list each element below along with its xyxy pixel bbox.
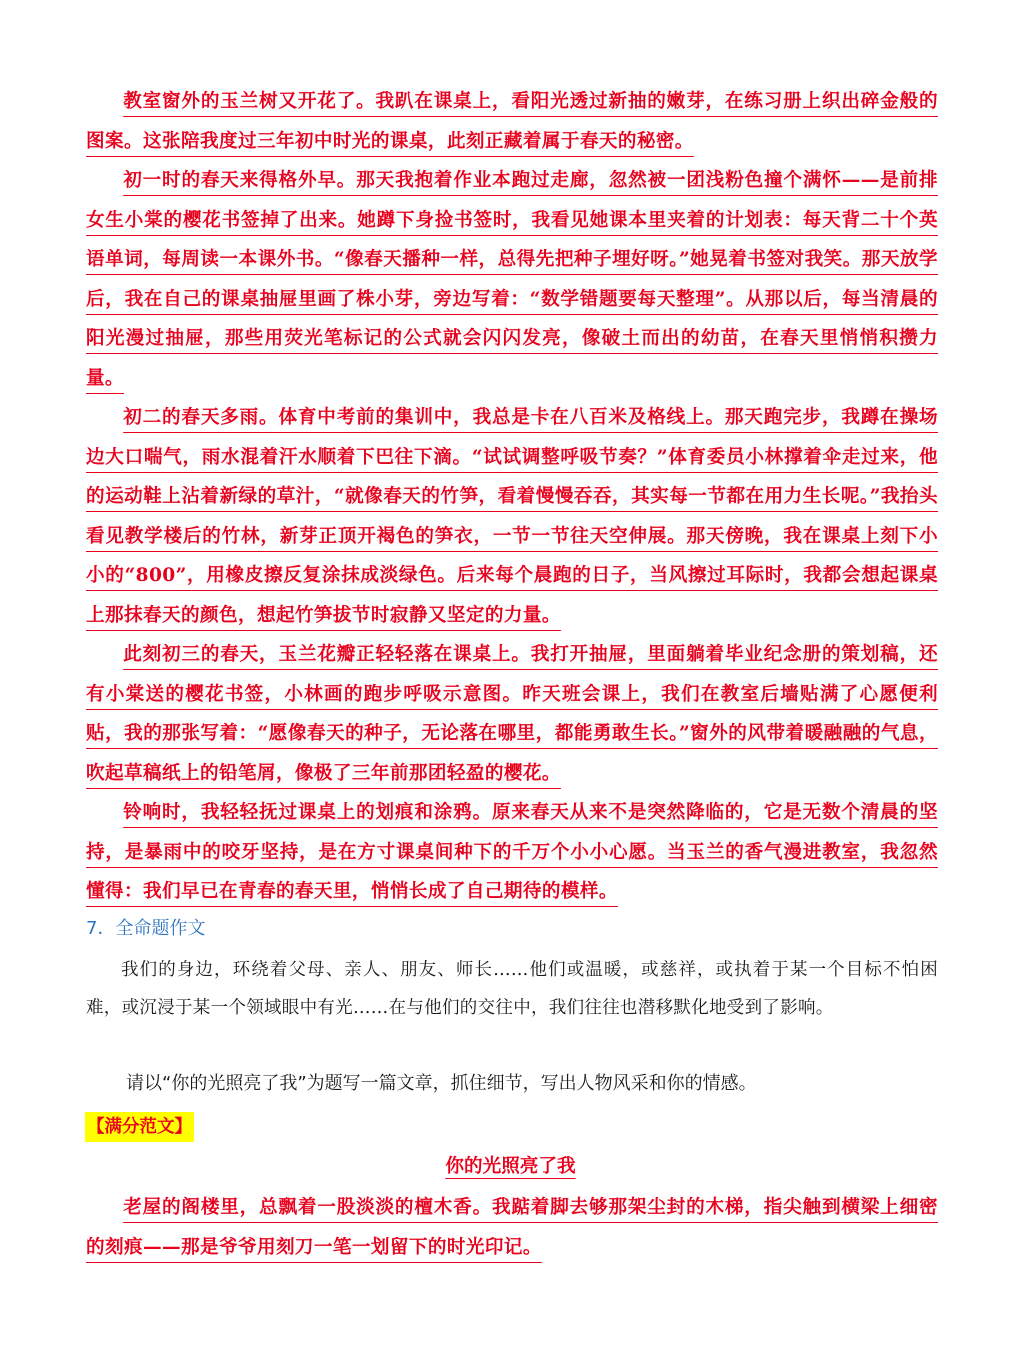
essay-title: 你的光照亮了我 — [445, 1156, 576, 1177]
essay-paragraph: 老屋的阁楼里，总飘着一股淡淡的檀木香。我踮着脚去够那架尘封的木梯，指尖触到横梁上细密的刻痕——那是爷爷用刻刀一笔一划留下的时光印记。 — [86, 1197, 938, 1258]
sample-essay-body — [86, 82, 938, 912]
essay-paragraph: 教室窗外的玉兰树又开花了。我趴在课桌上，看阳光透过新抽的嫩芽，在练习册上织出碎金般的图案。这张陪我度过三年初中时光的课桌，此刻正藏着属于春天的秘密。 — [86, 91, 938, 152]
section-heading: 7．全命题作文 — [86, 918, 206, 939]
essay-paragraph: 初二的春天多雨。体育中考前的集训中，我总是卡在八百米及格线上。那天跑完步，我蹲在操场边大口喘气，雨水混着汗水顺着下巴往下滴。“试试调整呼吸节奏？”体育委员小林撑着伞走过来，他的运动鞋上沾着新绿的草汁，“就像春天的竹笋，看着慢慢吞吞，其实每一节都在用力生长呢。”我抬头看见教学楼后的竹林，新芽正顶开褐色的笋衣，一节一节往天空伸展。那天傍晚，我在课桌上刻下小小的“800”，用橡皮擦反复涂抹成淡绿色。后来每个晨跑的日子，当风擦过耳际时，我都会想起课桌上那抹春天的颜色，想起竹笋拔节时寂静又坚定的力量。 — [86, 407, 938, 626]
essay-paragraph: 初一时的春天来得格外早。那天我抱着作业本跑过走廊，忽然被一团浅粉色撞个满怀——是前排女生小棠的樱花书签掉了出来。她蹲下身捡书签时，我看见她课本里夹着的计划表：每天背二十个英语单词，每周读一本课外书。“像春天播种一样，总得先把种子埋好呀。”她晃着书签对我笑。那天放学后，我在自己的课桌抽屉里画了株小芽，旁边写着：“数学错题要每天整理”。从那以后，每当清晨的阳光漫过抽屉，那些用荧光笔标记的公式就会闪闪发亮，像破土而出的幼苗，在春天里悄悄积攒力量。 — [86, 170, 938, 389]
writing-task: 请以“你的光照亮了我”为题写一篇文章，抓住细节，写出人物风采和你的情感。 — [126, 1073, 757, 1094]
essay-paragraph: 铃响时，我轻轻抚过课桌上的划痕和涂鸦。原来春天从来不是突然降临的，它是无数个清晨的坚持，是暴雨中的咬牙坚持，是在方寸课桌间种下的千万个小小心愿。当玉兰的香气漫进教室，我忽然懂得：我们早已在青春的春天里，悄悄长成了自己期待的模样。 — [86, 802, 938, 902]
essay-paragraph: 此刻初三的春天，玉兰花瓣正轻轻落在课桌上。我打开抽屉，里面躺着毕业纪念册的策划稿，还有小棠送的樱花书签，小林画的跑步呼吸示意图。昨天班会课上，我们在教室后墙贴满了心愿便利贴，我的那张写着：“愿像春天的种子，无论落在哪里，都能勇敢生长。”窗外的风带着暖融融的气息，吹起草稿纸上的铅笔屑，像极了三年前那团轻盈的樱花。 — [86, 644, 938, 784]
writing-prompt: 我们的身边，环绕着父母、亲人、朋友、师长……他们或温暖，或慈祥，或执着于某一个目标不怕困难，或沉浸于某一个领域眼中有光……在与他们的交往中，我们往往也潜移默化地受到了影响。 — [86, 960, 938, 1018]
model-essay-body — [86, 1188, 938, 1267]
full-score-badge: 【满分范文】 — [85, 1112, 194, 1142]
